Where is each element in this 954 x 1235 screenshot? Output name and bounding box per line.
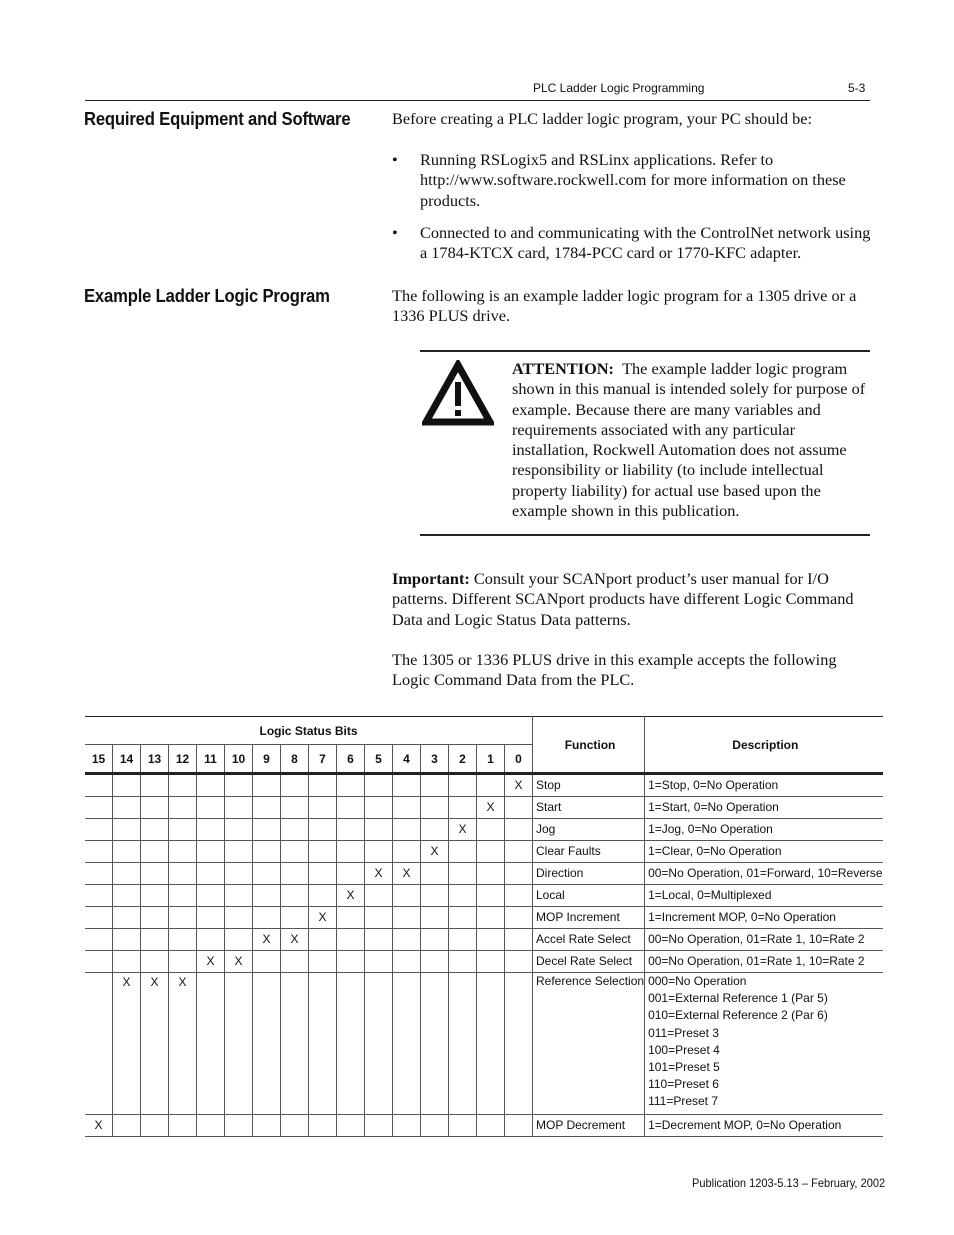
bit-cell	[197, 797, 225, 819]
bit-cell	[85, 863, 113, 885]
description-line: 1=Stop, 0=No Operation	[648, 778, 779, 792]
bit-cell	[365, 819, 393, 841]
bit-cell: X	[309, 907, 337, 929]
description-cell	[645, 973, 883, 1115]
bit-cell	[85, 951, 113, 973]
bullet-marker: •	[392, 223, 398, 242]
table-row	[85, 797, 883, 819]
table-row	[85, 907, 883, 929]
bit-cell	[253, 1114, 281, 1136]
bit-column-header: 2	[449, 745, 477, 774]
function-cell: Start	[533, 797, 645, 819]
bit-cell	[253, 973, 281, 1115]
bit-cell: X	[85, 1114, 113, 1136]
warning-triangle-icon	[422, 360, 494, 428]
bit-cell: X	[113, 973, 141, 1115]
function-cell: Local	[533, 885, 645, 907]
description-line: 1=Clear, 0=No Operation	[648, 844, 782, 858]
bit-cell	[365, 841, 393, 863]
description-line: 101=Preset 5	[648, 1060, 720, 1075]
bit-column-header: 0	[505, 745, 533, 774]
section-heading-required-equipment: Required Equipment and Software	[84, 108, 351, 129]
description-line: 100=Preset 4	[648, 1042, 720, 1057]
description-cell	[645, 797, 883, 819]
bit-cell	[393, 929, 421, 951]
bit-column-header: 14	[113, 745, 141, 774]
bit-cell	[141, 907, 169, 929]
bit-cell	[113, 841, 141, 863]
function-cell: MOP Decrement	[533, 1114, 645, 1136]
bit-cell	[169, 819, 197, 841]
section2-intro: The following is an example ladder logic program for a 1305 drive or a 1336 PLUS drive.	[392, 286, 857, 326]
bit-cell: X	[393, 863, 421, 885]
bit-cell	[169, 907, 197, 929]
bit-cell	[309, 929, 337, 951]
bit-cell	[477, 819, 505, 841]
bit-column-header: 6	[337, 745, 365, 774]
bit-cell	[365, 907, 393, 929]
bit-cell	[365, 951, 393, 973]
bit-cell	[449, 774, 477, 797]
bit-column-header: 5	[365, 745, 393, 774]
bit-cell	[253, 819, 281, 841]
bit-cell	[281, 797, 309, 819]
important-text: Consult your SCANport product’s user manual for I/O patterns. Different SCANport products have different Logic Command Data and Logic Status Data patterns.	[392, 569, 854, 629]
bit-cell	[197, 841, 225, 863]
bit-cell	[393, 907, 421, 929]
function-cell: Clear Faults	[533, 841, 645, 863]
bit-column-header: 13	[141, 745, 169, 774]
bit-cell	[421, 797, 449, 819]
description-cell	[645, 885, 883, 907]
bit-cell	[337, 819, 365, 841]
description-cell	[645, 951, 883, 973]
bit-cell	[505, 797, 533, 819]
function-cell: Accel Rate Select	[533, 929, 645, 951]
bit-cell	[197, 863, 225, 885]
table-row	[85, 929, 883, 951]
table-group-header: Logic Status Bits	[85, 717, 533, 745]
bit-cell	[113, 863, 141, 885]
bit-cell	[421, 929, 449, 951]
bit-cell	[505, 885, 533, 907]
bit-cell	[421, 907, 449, 929]
description-line: 00=No Operation, 01=Rate 1, 10=Rate 2	[648, 954, 865, 968]
bit-cell	[393, 973, 421, 1115]
section1-intro: Before creating a PLC ladder logic program, your PC should be:	[392, 109, 813, 128]
description-line: 1=Start, 0=No Operation	[648, 800, 779, 814]
description-line: 111=Preset 7	[648, 1094, 719, 1109]
bit-cell	[253, 774, 281, 797]
bit-cell: X	[421, 841, 449, 863]
bullet-item: Running RSLogix5 and RSLinx applications. Refer to http://www.software.rockwell.com for more information on these products.	[420, 150, 846, 210]
bit-cell: X	[141, 973, 169, 1115]
bit-cell	[421, 863, 449, 885]
description-line: 00=No Operation, 01=Rate 1, 10=Rate 2	[648, 932, 865, 946]
bit-cell	[225, 797, 253, 819]
bit-cell	[449, 951, 477, 973]
description-line: 1=Jog, 0=No Operation	[648, 822, 773, 836]
bit-cell	[85, 819, 113, 841]
bit-cell: X	[505, 774, 533, 797]
bit-cell: X	[225, 951, 253, 973]
bit-cell	[141, 797, 169, 819]
bullet-marker: •	[392, 150, 398, 169]
bit-cell: X	[197, 951, 225, 973]
bit-column-header: 4	[393, 745, 421, 774]
function-cell: MOP Increment	[533, 907, 645, 929]
bit-cell	[197, 885, 225, 907]
attention-text: The example ladder logic program shown in this manual is intended solely for purpose of example. Because there are many variables and requirements associated with any particular installation, Rockwell Automation does not assume responsibility or liability (to include intellectual property liability) for actual use based upon the example shown in this publication.	[512, 359, 866, 521]
bit-cell	[477, 841, 505, 863]
bit-cell	[197, 929, 225, 951]
bit-cell	[169, 1114, 197, 1136]
bit-cell	[365, 973, 393, 1115]
function-cell: Stop	[533, 774, 645, 797]
bit-cell	[365, 774, 393, 797]
attention-bottom-rule	[420, 534, 870, 536]
bit-column-header: 7	[309, 745, 337, 774]
bit-cell	[393, 819, 421, 841]
bit-cell	[337, 1114, 365, 1136]
publication-footer: Publication 1203-5.13 – February, 2002	[692, 1176, 886, 1190]
bit-cell: X	[449, 819, 477, 841]
table-row	[85, 819, 883, 841]
bit-cell	[337, 929, 365, 951]
bit-cell	[421, 951, 449, 973]
bit-column-header: 9	[253, 745, 281, 774]
bit-cell	[85, 841, 113, 863]
bit-cell	[337, 863, 365, 885]
bit-cell	[449, 797, 477, 819]
bit-cell	[477, 973, 505, 1115]
bit-cell	[197, 907, 225, 929]
bit-cell	[169, 929, 197, 951]
description-line: 011=Preset 3	[648, 1025, 719, 1040]
bit-cell	[253, 907, 281, 929]
function-cell: Reference Selection	[533, 973, 645, 1115]
important-label: Important:	[392, 569, 470, 588]
bit-column-header: 10	[225, 745, 253, 774]
bit-cell	[169, 797, 197, 819]
bit-cell	[449, 863, 477, 885]
bit-cell	[225, 973, 253, 1115]
bit-cell	[449, 1114, 477, 1136]
bit-cell	[141, 774, 169, 797]
table-row	[85, 841, 883, 863]
bit-cell	[309, 863, 337, 885]
section-heading-example-ladder: Example Ladder Logic Program	[84, 285, 330, 306]
function-column-header: Function	[533, 717, 645, 774]
description-line: 000=No Operation	[648, 974, 747, 988]
running-header-title: PLC Ladder Logic Programming	[533, 81, 705, 95]
logic-status-bits-table	[85, 716, 883, 1137]
bit-cell	[197, 819, 225, 841]
bit-cell	[309, 973, 337, 1115]
bit-cell: X	[281, 929, 309, 951]
description-line: 1=Increment MOP, 0=No Operation	[648, 910, 836, 924]
description-line: 110=Preset 6	[648, 1077, 719, 1092]
bit-cell	[477, 907, 505, 929]
bit-cell	[141, 863, 169, 885]
page-number: 5-3	[848, 81, 866, 95]
bit-cell	[393, 797, 421, 819]
bit-cell	[225, 885, 253, 907]
bit-cell	[169, 951, 197, 973]
bit-cell	[505, 929, 533, 951]
bit-cell	[421, 774, 449, 797]
attention-top-rule	[420, 350, 870, 352]
bit-cell	[225, 929, 253, 951]
bit-cell	[309, 819, 337, 841]
bit-cell	[253, 797, 281, 819]
table-row	[85, 951, 883, 973]
bit-cell	[113, 797, 141, 819]
bit-cell	[197, 1114, 225, 1136]
bit-cell	[309, 951, 337, 973]
bit-cell	[309, 774, 337, 797]
bit-cell	[337, 797, 365, 819]
bit-cell	[309, 841, 337, 863]
bit-column-header: 12	[169, 745, 197, 774]
function-cell: Jog	[533, 819, 645, 841]
bit-cell	[421, 973, 449, 1115]
description-cell	[645, 907, 883, 929]
bit-cell	[393, 885, 421, 907]
bit-cell	[169, 841, 197, 863]
bit-cell	[393, 1114, 421, 1136]
bit-cell	[113, 774, 141, 797]
bit-cell	[505, 863, 533, 885]
bit-cell	[85, 774, 113, 797]
bit-cell	[85, 907, 113, 929]
description-cell	[645, 819, 883, 841]
bit-cell	[113, 1114, 141, 1136]
bit-cell	[505, 973, 533, 1115]
header-rule	[85, 100, 870, 101]
bit-cell	[141, 1114, 169, 1136]
bit-cell	[141, 885, 169, 907]
bit-cell	[281, 885, 309, 907]
bit-cell	[365, 885, 393, 907]
table-row	[85, 774, 883, 797]
bit-cell	[281, 951, 309, 973]
bit-cell	[113, 819, 141, 841]
description-cell	[645, 863, 883, 885]
bit-cell	[309, 885, 337, 907]
table-row	[85, 1114, 883, 1136]
bit-cell	[337, 774, 365, 797]
bit-cell	[225, 774, 253, 797]
bit-cell	[449, 841, 477, 863]
bit-cell	[113, 951, 141, 973]
bit-cell	[449, 929, 477, 951]
bit-cell: X	[477, 797, 505, 819]
bit-cell	[225, 819, 253, 841]
bit-cell: X	[365, 863, 393, 885]
bit-cell	[113, 907, 141, 929]
bit-cell	[505, 951, 533, 973]
bit-column-header: 11	[197, 745, 225, 774]
bit-cell	[281, 1114, 309, 1136]
bit-cell	[393, 841, 421, 863]
description-line: 1=Local, 0=Multiplexed	[648, 888, 772, 902]
bit-cell	[169, 885, 197, 907]
bit-cell	[113, 929, 141, 951]
bit-column-header: 3	[421, 745, 449, 774]
bit-cell	[365, 929, 393, 951]
bit-cell	[141, 929, 169, 951]
bit-column-header: 1	[477, 745, 505, 774]
bit-cell	[85, 797, 113, 819]
bit-cell	[477, 929, 505, 951]
bit-cell	[253, 951, 281, 973]
table-row	[85, 973, 883, 1115]
bit-cell	[449, 907, 477, 929]
bit-cell	[449, 885, 477, 907]
description-line: 001=External Reference 1 (Par 5)	[648, 991, 828, 1006]
description-line: 00=No Operation, 01=Forward, 10=Reverse	[648, 866, 883, 880]
bit-cell	[197, 774, 225, 797]
description-cell	[645, 774, 883, 797]
bit-cell	[281, 973, 309, 1115]
bit-cell	[281, 907, 309, 929]
bit-cell: X	[253, 929, 281, 951]
bit-cell	[393, 951, 421, 973]
bit-cell	[309, 1114, 337, 1136]
bit-cell	[281, 863, 309, 885]
bit-cell	[449, 973, 477, 1115]
bit-cell	[281, 774, 309, 797]
bit-cell	[505, 841, 533, 863]
bit-cell	[337, 841, 365, 863]
bit-cell	[253, 863, 281, 885]
bit-cell	[337, 907, 365, 929]
bit-cell	[337, 951, 365, 973]
bit-cell	[477, 1114, 505, 1136]
bit-cell	[281, 841, 309, 863]
bit-cell	[505, 819, 533, 841]
bit-cell	[477, 863, 505, 885]
description-cell	[645, 841, 883, 863]
bit-cell	[505, 1114, 533, 1136]
bit-cell	[197, 973, 225, 1115]
table-row	[85, 885, 883, 907]
bit-cell	[253, 885, 281, 907]
bit-cell	[169, 774, 197, 797]
bit-cell	[337, 973, 365, 1115]
important-note	[392, 569, 872, 630]
bit-cell	[225, 907, 253, 929]
table-row	[85, 863, 883, 885]
bit-cell	[169, 863, 197, 885]
bit-cell	[421, 1114, 449, 1136]
bit-cell	[225, 1114, 253, 1136]
bit-cell	[85, 973, 113, 1115]
bit-cell	[85, 885, 113, 907]
bullet-item: Connected to and communicating with the ControlNet network using a 1784-KTCX card, 1784-PCC card or 1770-KFC adapter.	[420, 223, 871, 263]
bit-cell	[141, 819, 169, 841]
description-line: 1=Decrement MOP, 0=No Operation	[648, 1117, 842, 1132]
bit-column-header: 15	[85, 745, 113, 774]
description-cell	[645, 929, 883, 951]
bit-cell	[141, 841, 169, 863]
bit-cell	[225, 863, 253, 885]
description-cell	[645, 1114, 883, 1136]
attention-notice	[512, 359, 872, 521]
bit-cell	[421, 819, 449, 841]
function-cell: Direction	[533, 863, 645, 885]
bit-cell: X	[169, 973, 197, 1115]
bit-cell	[85, 929, 113, 951]
bit-cell	[281, 819, 309, 841]
bit-cell	[393, 774, 421, 797]
description-column-header: Description	[645, 717, 883, 774]
description-line: 010=External Reference 2 (Par 6)	[648, 1008, 828, 1023]
bit-column-header: 8	[281, 745, 309, 774]
bit-cell	[141, 951, 169, 973]
bit-cell	[365, 1114, 393, 1136]
function-cell: Decel Rate Select	[533, 951, 645, 973]
bit-cell	[253, 841, 281, 863]
bit-cell	[505, 907, 533, 929]
attention-label: ATTENTION:	[512, 359, 614, 378]
closing-paragraph: The 1305 or 1336 PLUS drive in this example accepts the following Logic Command Data from the PLC.	[392, 650, 837, 690]
bit-cell: X	[337, 885, 365, 907]
bit-cell	[365, 797, 393, 819]
bit-cell	[225, 841, 253, 863]
bit-cell	[421, 885, 449, 907]
bit-cell	[309, 797, 337, 819]
bit-cell	[113, 885, 141, 907]
bit-cell	[477, 885, 505, 907]
bit-cell	[477, 774, 505, 797]
bit-cell	[477, 951, 505, 973]
